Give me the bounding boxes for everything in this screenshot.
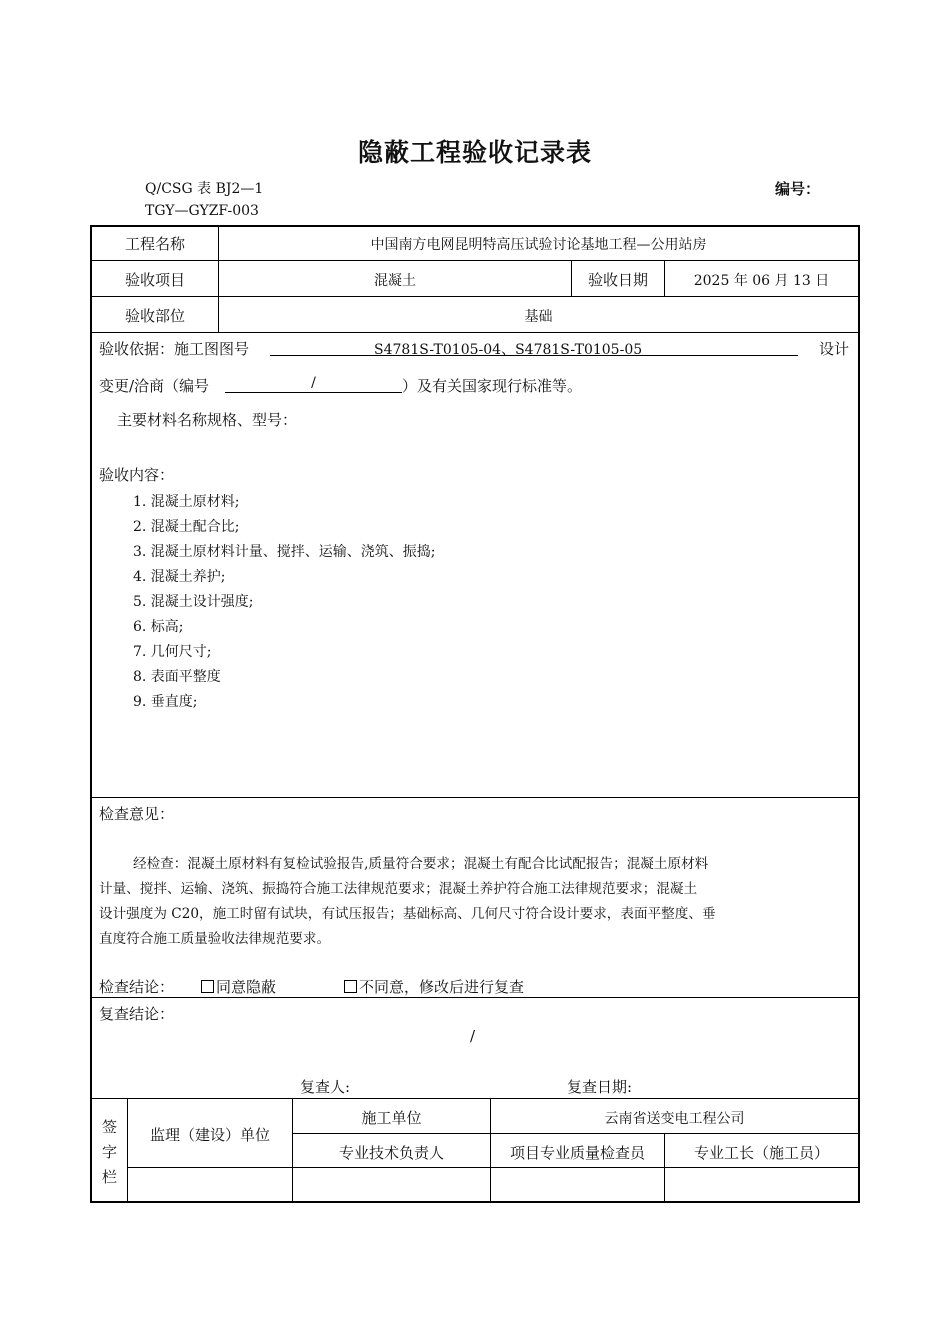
form-code: Q/CSG 表 BJ2—1 bbox=[145, 181, 264, 197]
review-date-label: 复查日期: bbox=[567, 1078, 633, 1096]
review-value: / bbox=[470, 1027, 476, 1045]
table-top-border bbox=[90, 225, 860, 227]
content-item: 5. 混凝土设计强度; bbox=[133, 594, 254, 610]
number-label: 编号： bbox=[775, 180, 821, 198]
basis-label: 验收依据：施工图图号 bbox=[99, 340, 250, 358]
change-suffix: ）及有关国家现行标准等。 bbox=[402, 377, 583, 395]
content-label: 验收内容： bbox=[99, 466, 175, 484]
content-item: 2. 混凝土配合比; bbox=[133, 519, 240, 535]
acceptance-date-label: 验收日期 bbox=[587, 271, 648, 289]
acceptance-item-value: 混凝土 bbox=[374, 273, 416, 289]
disagree-label: 不同意，修改后进行复查 bbox=[359, 978, 525, 996]
contractor-label: 施工单位 bbox=[361, 1109, 422, 1127]
conclusion-label: 检查结论： bbox=[99, 978, 175, 996]
basis-suffix: 设计 bbox=[819, 340, 850, 358]
agree-option[interactable] bbox=[201, 976, 276, 997]
acceptance-date-value: 2025 年 06 月 13 日 bbox=[693, 273, 830, 289]
row-line bbox=[90, 997, 860, 998]
project-code: TGY—GYZF-003 bbox=[145, 203, 259, 219]
drawing-numbers: S4781S-T0105-04、S4781S-T0105-05 bbox=[374, 342, 643, 358]
sign-label-3: 栏 bbox=[101, 1168, 117, 1186]
drawing-number-line bbox=[270, 338, 798, 356]
row-line bbox=[90, 260, 860, 261]
content-item: 1. 混凝土原材料; bbox=[133, 494, 240, 510]
disagree-option[interactable] bbox=[344, 976, 524, 997]
row-line bbox=[90, 1098, 860, 1099]
disagree-checkbox[interactable] bbox=[344, 980, 357, 993]
change-number: / bbox=[225, 375, 402, 393]
foreman-label: 专业工长（施工员） bbox=[693, 1144, 829, 1162]
row-line bbox=[90, 296, 860, 297]
row-line bbox=[292, 1133, 860, 1134]
table-left-border bbox=[90, 225, 92, 1203]
acceptance-item-label: 验收项目 bbox=[124, 271, 185, 289]
reviewer-label: 复查人: bbox=[300, 1078, 351, 1096]
project-name-value: 中国南方电网昆明特高压试验讨论基地工程—公用站房 bbox=[370, 237, 707, 253]
sign-label-1: 签 bbox=[101, 1118, 117, 1136]
content-item: 9. 垂直度; bbox=[133, 694, 198, 710]
content-item: 6. 标高; bbox=[133, 619, 184, 635]
row-line bbox=[90, 797, 860, 798]
agree-checkbox[interactable] bbox=[201, 980, 214, 993]
acceptance-part-label: 验收部位 bbox=[124, 307, 185, 325]
row-line bbox=[90, 332, 860, 333]
col-line bbox=[127, 1098, 128, 1202]
materials-label: 主要材料名称规格、型号： bbox=[117, 411, 298, 429]
inspection-line: 设计强度为 C20，施工时留有试块，有试压报告；基础标高、几何尺寸符合设计要求，表面平整度、垂 bbox=[99, 906, 716, 922]
sign-label-2: 字 bbox=[101, 1143, 117, 1161]
content-item: 7. 几何尺寸; bbox=[133, 644, 212, 660]
tech-lead-label: 专业技术负责人 bbox=[338, 1144, 444, 1162]
supervisor-label: 监理（建设）单位 bbox=[149, 1126, 270, 1144]
inspection-label: 检查意见： bbox=[99, 805, 175, 823]
content-item: 3. 混凝土原材料计量、搅拌、运输、浇筑、振捣; bbox=[133, 544, 436, 560]
project-name-label: 工程名称 bbox=[124, 235, 185, 253]
content-item: 8. 表面平整度 bbox=[133, 669, 221, 685]
table-bottom-border bbox=[90, 1201, 860, 1203]
contractor-value: 云南省送变电工程公司 bbox=[604, 1111, 745, 1127]
inspection-line: 经检查：混凝土原材料有复检试验报告,质量符合要求；混凝土有配合比试配报告；混凝土原材料 bbox=[133, 856, 709, 872]
content-item: 4. 混凝土养护; bbox=[133, 569, 226, 585]
row-line bbox=[127, 1167, 860, 1168]
acceptance-part-value: 基础 bbox=[524, 309, 553, 325]
review-label: 复查结论： bbox=[99, 1005, 175, 1023]
inspection-line: 计量、搅拌、运输、浇筑、振捣符合施工法律规范要求；混凝土养护符合施工法律规范要求；混凝土 bbox=[99, 881, 698, 897]
quality-inspector-label: 项目专业质量检查员 bbox=[509, 1144, 645, 1162]
page-title: 隐蔽工程验收记录表 bbox=[357, 138, 592, 167]
change-label: 变更/洽商（编号 bbox=[99, 377, 210, 395]
agree-label: 同意隐蔽 bbox=[216, 978, 277, 996]
inspection-line: 直度符合施工质量验收法律规范要求。 bbox=[99, 931, 331, 947]
table-right-border bbox=[858, 225, 860, 1203]
